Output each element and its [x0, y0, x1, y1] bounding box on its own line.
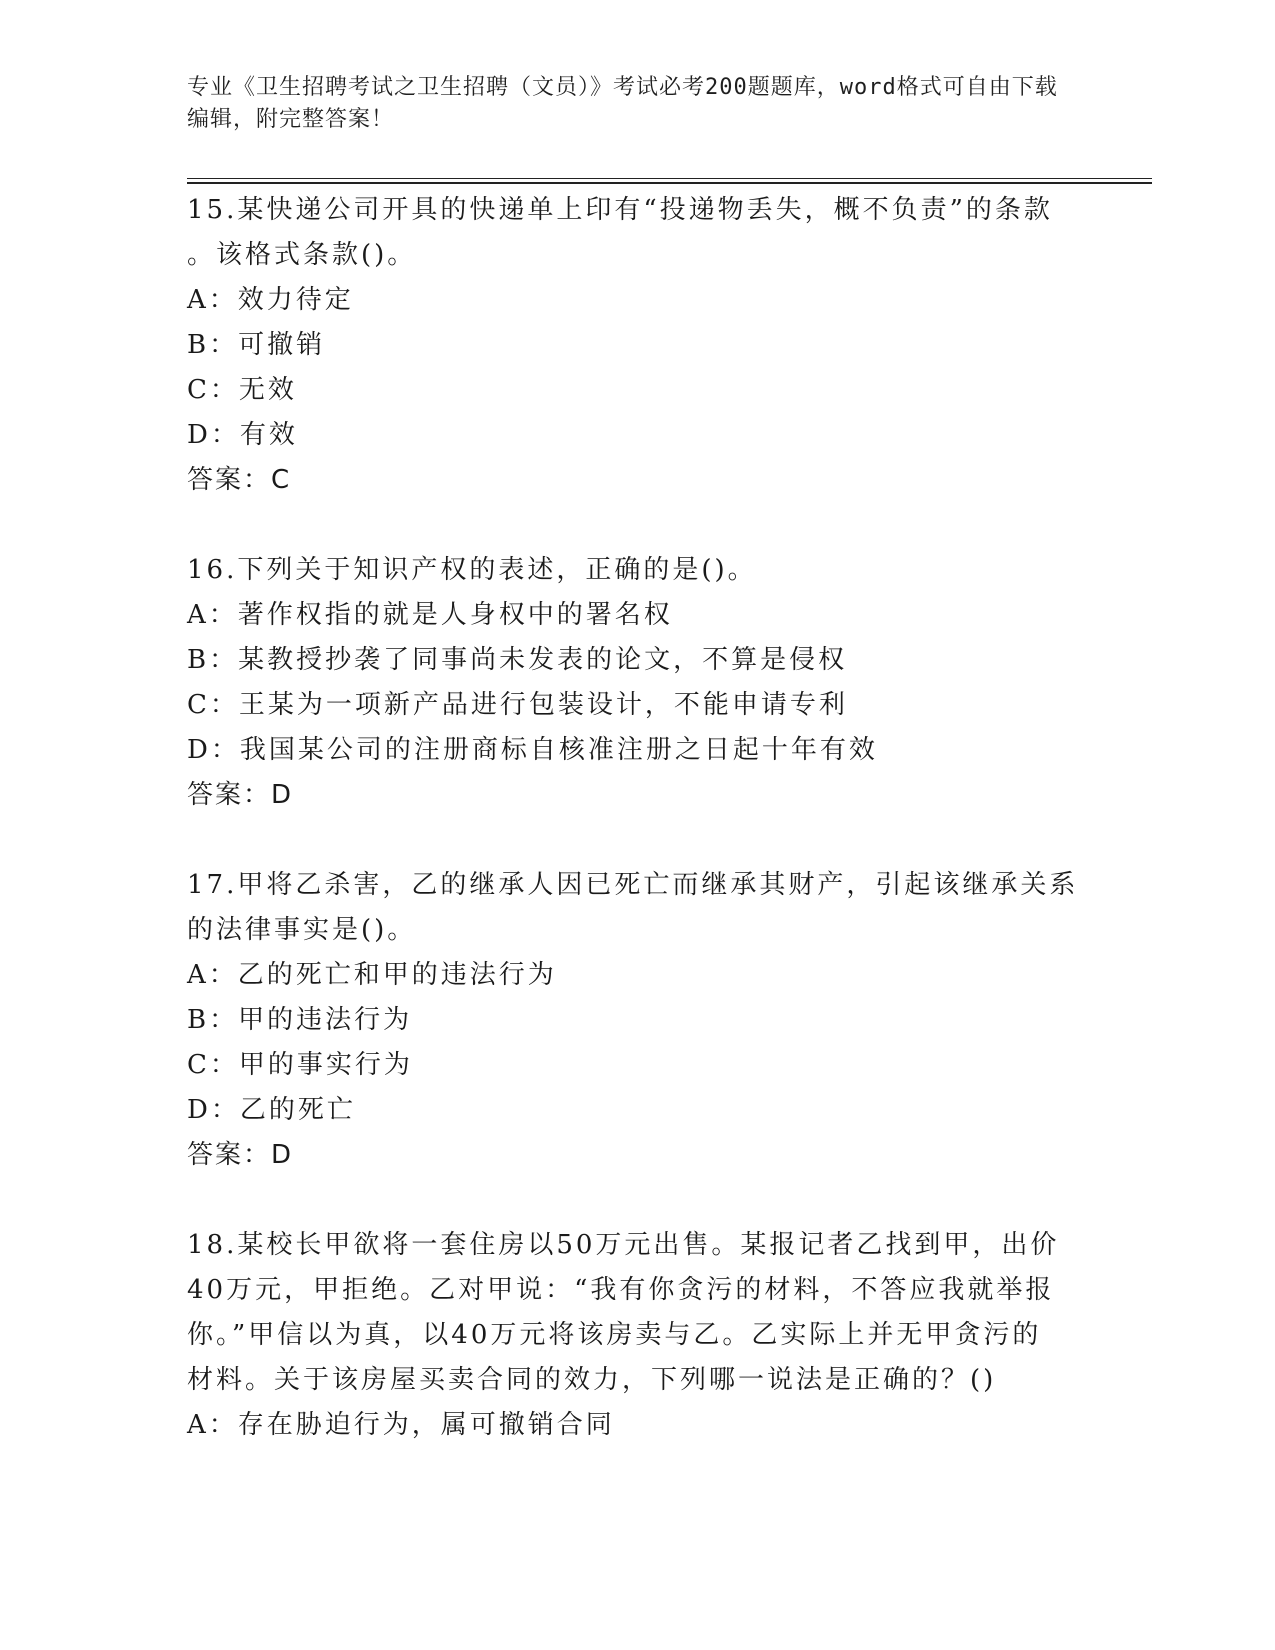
question-stem-line: 材料。关于该房屋买卖合同的效力，下列哪一说法是正确的？() [187, 1365, 997, 1395]
question-gap [187, 503, 1087, 548]
question-gap [187, 1178, 1087, 1223]
question-stem-line: 。该格式条款()。 [187, 240, 417, 270]
answer-option: A：存在胁迫行为，属可撤销合同 [187, 1410, 615, 1440]
answer-option: B：某教授抄袭了同事尚未发表的论文，不算是侵权 [187, 645, 848, 675]
question-block [187, 1223, 1087, 1448]
question-stem-line: 40万元，甲拒绝。乙对甲说：“我有你贪污的材料，不答应我就举报 [187, 1275, 1055, 1305]
document-header: 专业《卫生招聘考试之卫生招聘（文员）》考试必考200题题库，word格式可自由下载编辑，附完整答案！ [187, 75, 1058, 132]
answer-option: D：有效 [187, 420, 298, 450]
header-divider-thin [187, 178, 1152, 179]
question-stem-line: 16.下列关于知识产权的表述，正确的是()。 [187, 555, 757, 585]
answer-option: D：我国某公司的注册商标自核准注册之日起十年有效 [187, 735, 878, 765]
question-block [187, 548, 1087, 863]
question-block [187, 863, 1087, 1223]
question-stem-line: 的法律事实是()。 [187, 915, 417, 945]
question-stem-line: 15.某快递公司开具的快递单上印有“投递物丢失，概不负责”的条款 [187, 195, 1053, 225]
answer-option: C：无效 [187, 375, 297, 405]
answer-option: C：甲的事实行为 [187, 1050, 413, 1080]
answer-option: A：效力待定 [187, 285, 354, 315]
answer-option: A：乙的死亡和甲的违法行为 [187, 960, 557, 990]
answer-option: B：可撤销 [187, 330, 326, 360]
answer-option: D：乙的死亡 [187, 1095, 356, 1125]
question-stem-line: 17.甲将乙杀害，乙的继承人因已死亡而继承其财产，引起该继承关系 [187, 870, 1079, 900]
answer-option: A：著作权指的就是人身权中的署名权 [187, 600, 673, 630]
question-list [187, 188, 1087, 1448]
question-stem-line: 18.某校长甲欲将一套住房以50万元出售。某报记者乙找到甲，出价 [187, 1230, 1060, 1260]
header-divider-thick [187, 182, 1152, 184]
answer-key: 答案：D [187, 780, 294, 810]
question-block [187, 188, 1087, 548]
answer-option: B：甲的违法行为 [187, 1005, 413, 1035]
question-stem-line: 你。”甲信以为真，以40万元将该房卖与乙。乙实际上并无甲贪污的 [187, 1320, 1042, 1350]
question-gap [187, 818, 1087, 863]
answer-option: C：王某为一项新产品进行包装设计，不能申请专利 [187, 690, 848, 720]
answer-key: 答案：C [187, 465, 292, 495]
answer-key: 答案：D [187, 1140, 294, 1170]
